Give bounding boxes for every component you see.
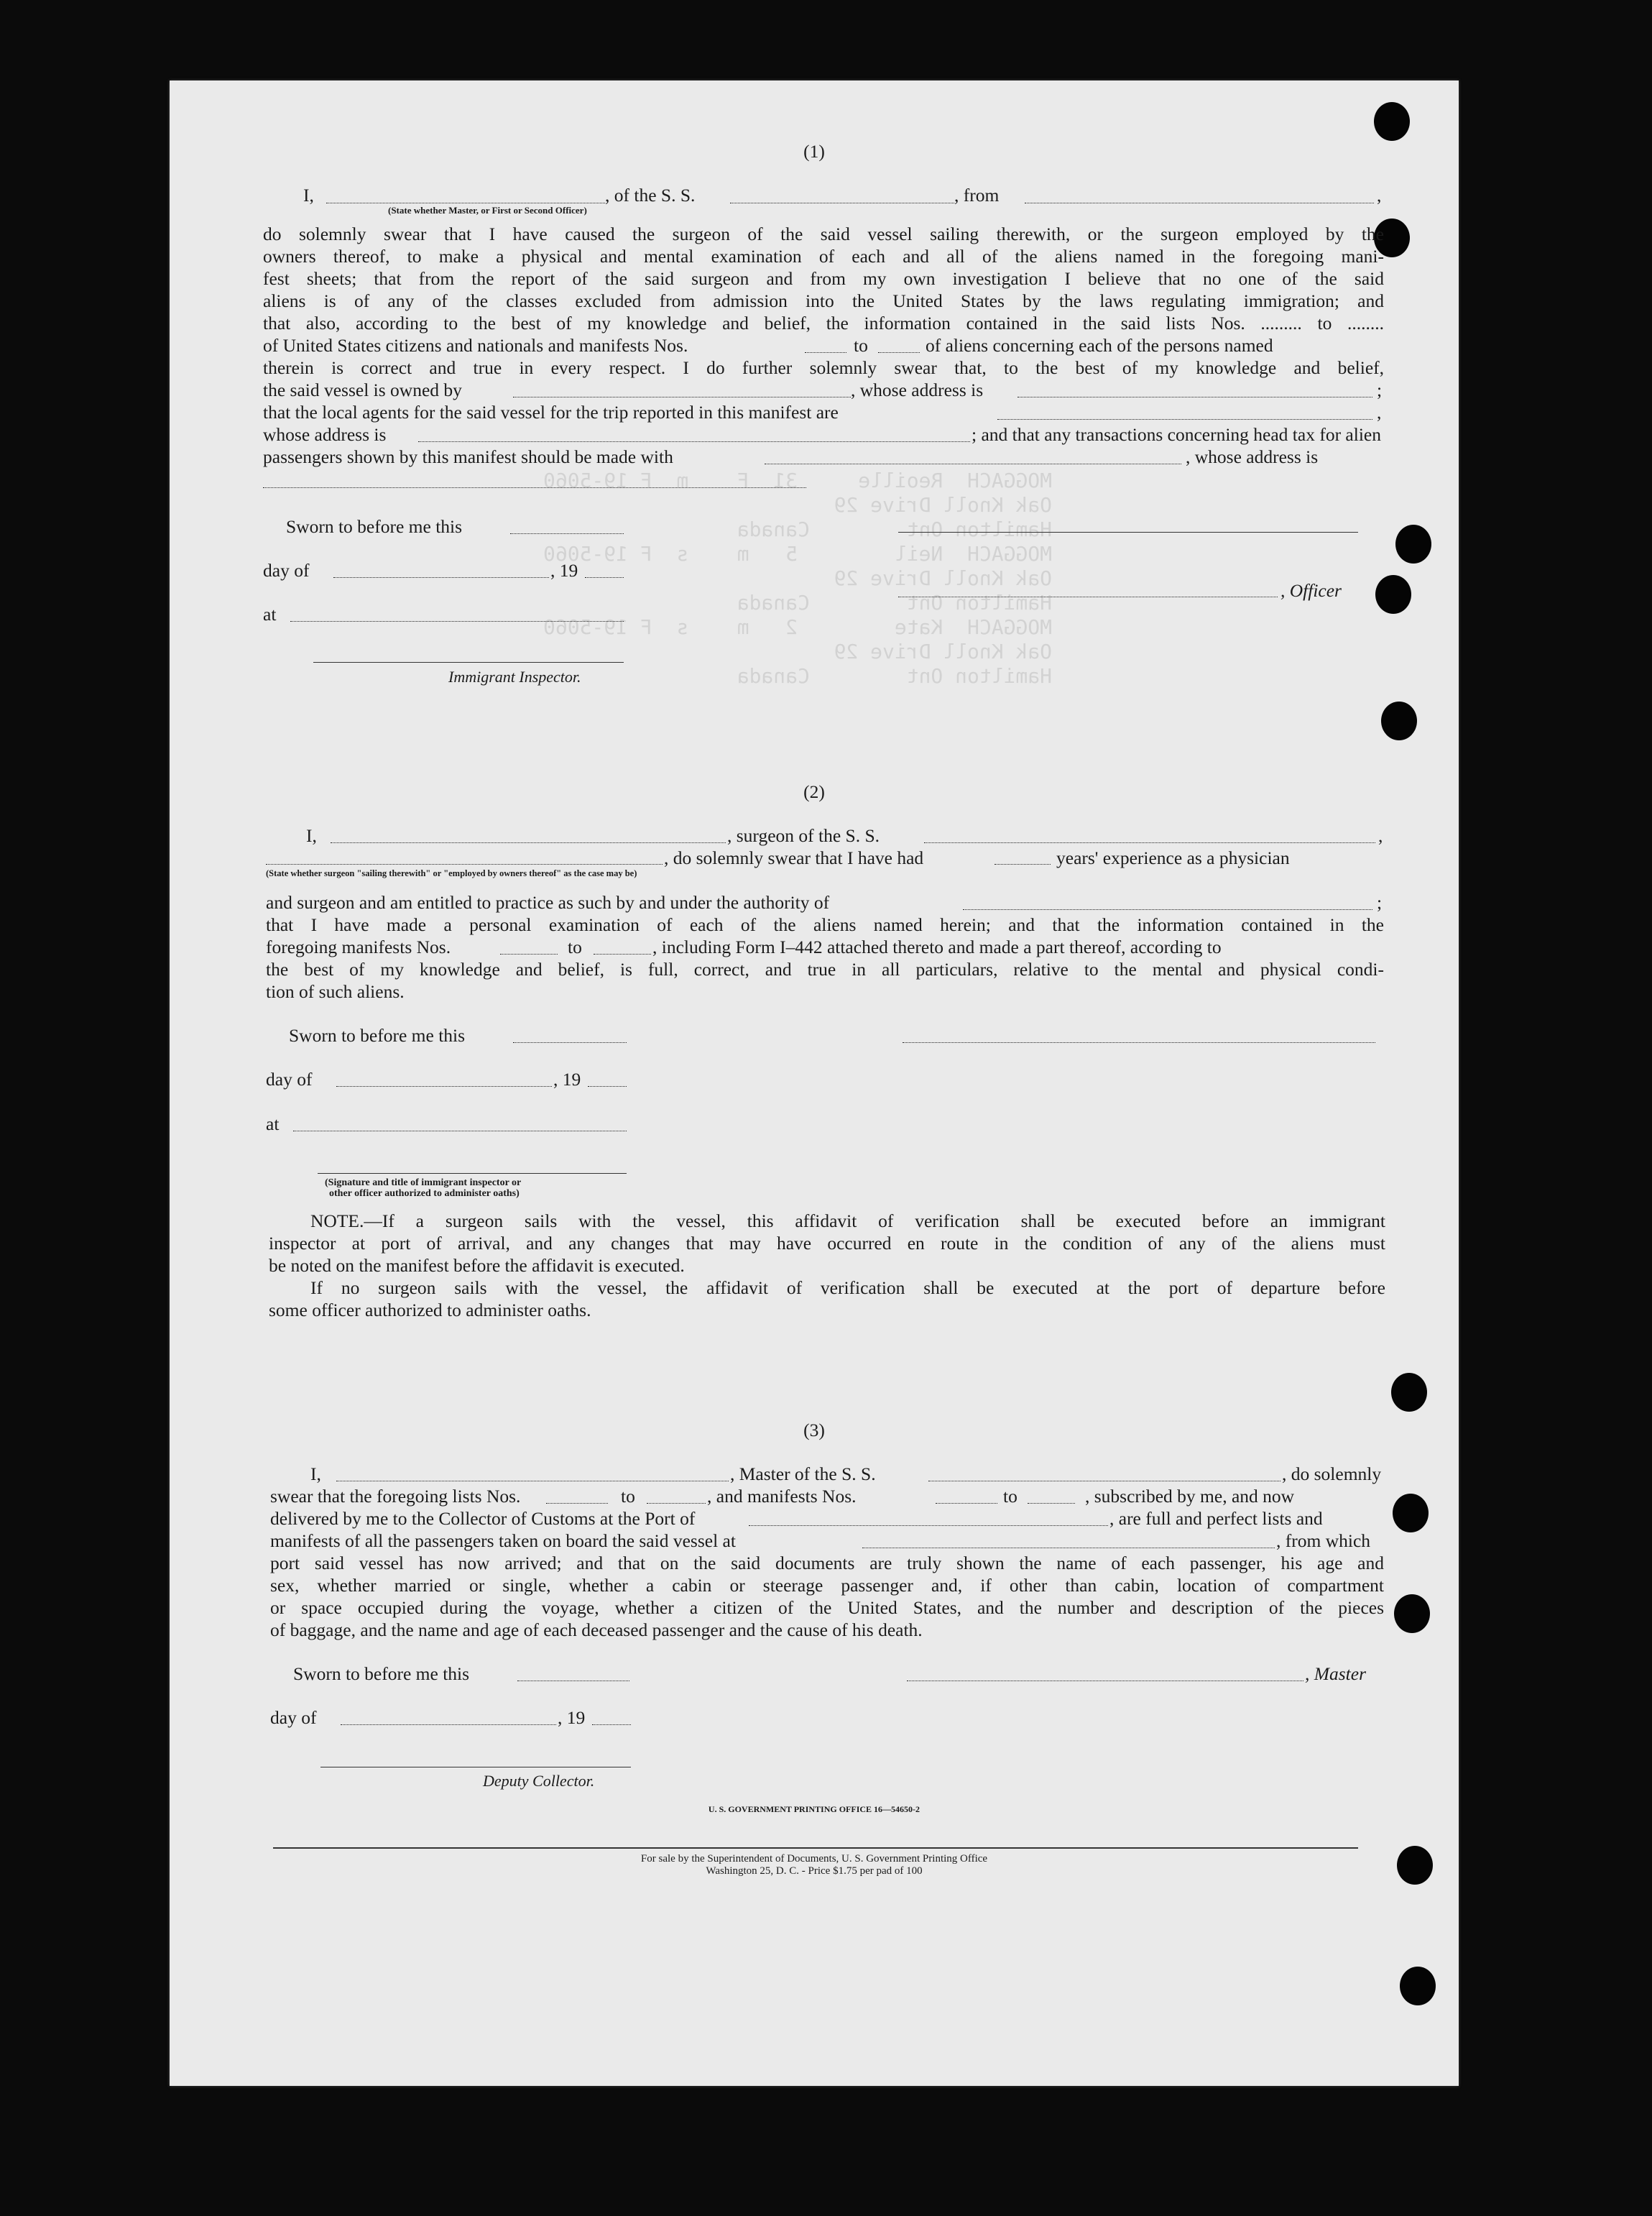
s1-inspector-label: Immigrant Inspector. (448, 668, 581, 686)
s2-line2-b: years' experience as a physician (1056, 847, 1290, 868)
s3-text-line: or space occupied during the voyage, whether a citizen of the United States, and the number and description of the pieces (270, 1597, 1384, 1618)
punch-hole (1375, 575, 1411, 614)
s2-note-line: If no surgeon sails with the vessel, the affidavit of verification shall be executed at the port of departure before (310, 1277, 1385, 1298)
s3-line2-to2: to (1003, 1486, 1017, 1507)
s2-blank-day (336, 1086, 552, 1087)
s3-text-line: port said vessel has now arrived; and that on the said documents are truly shown the name of each passenger, his age and (270, 1553, 1384, 1573)
s3-line4-a: manifests of all the passengers taken on board the said vessel at (270, 1530, 736, 1551)
s1-blank-sworn (510, 533, 624, 534)
s1-blank-day (333, 577, 549, 578)
footer-rule (273, 1847, 1358, 1849)
s2-line5-a: foregoing manifests Nos. (266, 937, 451, 957)
s1-line9-a: that the local agents for the said vessel for the trip reported in this manifest are (263, 402, 839, 423)
s1-text-line: that also, according to the best of my knowledge and belief, the information contained in the said lists Nos. ......... to ........ (263, 313, 1384, 334)
s2-sig-caption-1: (Signature and title of immigrant inspector or (325, 1177, 522, 1188)
s1-line1-i: I, (303, 185, 314, 206)
punch-hole (1395, 525, 1431, 564)
s2-text-line: that I have made a personal examination of each of the aliens named herein; and that the information contained in the (266, 914, 1384, 935)
s2-note-line: some officer authorized to administer oaths. (269, 1300, 591, 1320)
gpo-imprint: U. S. GOVERNMENT PRINTING OFFICE 16—54650-2 (708, 1804, 920, 1814)
s1-caption: (State whether Master, or First or Second Officer) (388, 205, 587, 216)
s3-blank-lists-to (647, 1503, 706, 1504)
s2-blank-man-from (500, 954, 558, 955)
s1-line1-from: , from (954, 185, 1000, 206)
s3-line2-e: , subscribed by me, and now (1085, 1486, 1295, 1507)
s3-line1-i: I, (310, 1463, 321, 1484)
s1-text-line: therein is correct and true in every respect. I do further solemnly swear that, to the best of my knowledge and belief, (263, 357, 1384, 378)
bleed-through-ghost: MOGGACH Reoille 31 F m F 19-5060 Oak Knoll Drive 29 Hamilton Ont Canada MOGGACH Neil 5 m s F 19-5060 Oak Knoll Drive 29 Hamilton Ont Canada MOGGACH Kate 2 m s F 19-5060 Oak Knoll Drive 29 Hamilton Ont Canada (543, 469, 1053, 688)
s2-sworn: Sworn to before me this (289, 1025, 466, 1046)
section-1-number: (1) (803, 141, 825, 162)
footer-line-2: Washington 25, D. C. - Price $1.75 per pad of 100 (706, 1865, 923, 1877)
s2-blank-name (331, 842, 726, 843)
s3-year: , 19 (558, 1707, 586, 1728)
s3-line3-b: , are full and perfect lists and (1109, 1508, 1323, 1529)
s3-line2-to: to (621, 1486, 635, 1507)
s3-master-label: , Master (1305, 1663, 1366, 1684)
s2-text-line: tion of such aliens. (266, 981, 405, 1002)
section-2-number: (2) (803, 781, 825, 802)
s3-blank-man-to (1028, 1503, 1075, 1504)
s2-line3-b: ; (1377, 892, 1383, 913)
s1-text-line: fest sheets; that from the report of the said surgeon and from my own investigation I believe that no one of the said (263, 268, 1384, 289)
s1-line6-a: of United States citizens and nationals and manifests Nos. (263, 335, 688, 356)
s1-text-line: owners thereof, to make a physical and mental examination of each and all of the aliens named in the foregoing mani- (263, 246, 1384, 267)
s3-dayof: day of (270, 1707, 317, 1728)
s3-blank-year (592, 1724, 631, 1725)
s3-blank-port (749, 1525, 1108, 1526)
s2-blank-ship (924, 842, 1375, 843)
s1-line1-comma: , (1377, 185, 1382, 206)
s1-blank-at (290, 621, 624, 622)
s1-inspector-signature-line (313, 662, 624, 663)
s1-blank-agent-address (418, 441, 970, 442)
s3-line2-a: swear that the foregoing lists Nos. (270, 1486, 521, 1507)
s1-line8-b: , whose address is (851, 380, 984, 400)
s2-blank-status (266, 864, 663, 865)
s3-sworn: Sworn to before me this (293, 1663, 470, 1684)
s2-line5-to: to (568, 937, 582, 957)
s2-caption: (State whether surgeon "sailing therewith" or "employed by owners thereof" as the case may be) (266, 868, 637, 878)
s1-line6-c: of aliens concerning each of the persons named (926, 335, 1273, 356)
s3-line1-b: , Master of the S. S. (730, 1463, 876, 1484)
s1-line10-a: whose address is (263, 424, 387, 445)
s2-line1-i: I, (306, 825, 317, 846)
s2-blank-years (995, 864, 1051, 865)
s2-line1-comma: , (1378, 825, 1383, 846)
s1-line6-to: to (854, 335, 868, 356)
s2-note-line: inspector at port of arrival, and any changes that may have occurred en route in the condition of any of the aliens must (269, 1233, 1385, 1254)
s3-text-line: of baggage, and the name and age of each deceased passenger and the cause of his death. (270, 1619, 923, 1640)
s2-text-line: the best of my knowledge and belief, is full, correct, and true in all particulars, relative to the mental and physical condi- (266, 959, 1384, 980)
s1-line10-b: ; and that any transactions concerning head tax for alien (972, 424, 1381, 445)
s3-blank-day (341, 1724, 556, 1725)
s1-dayof: day of (263, 560, 310, 581)
s1-blank-agents (997, 419, 1372, 420)
s2-line5-c: , including Form I–442 attached thereto and made a part thereof, according to (652, 937, 1222, 957)
s1-line11-b: , whose address is (1186, 446, 1319, 467)
s2-inspector-signature-line (318, 1173, 627, 1174)
s1-year: , 19 (550, 560, 578, 581)
s3-deputy-label: Deputy Collector. (483, 1772, 595, 1790)
s2-blank-authority (963, 909, 1372, 910)
s2-dayof: day of (266, 1069, 313, 1090)
s1-blank (878, 352, 920, 353)
s2-blank-man-to (594, 954, 651, 955)
punch-hole (1394, 1594, 1430, 1633)
punch-hole (1400, 1967, 1436, 2005)
s3-line4-b: , from which (1276, 1530, 1371, 1551)
s1-line8-c: ; (1377, 380, 1383, 400)
s1-blank (805, 352, 846, 353)
punch-hole (1391, 1373, 1427, 1412)
s1-officer-signature-line (898, 532, 1358, 533)
s3-line1-c: , do solemnly (1282, 1463, 1382, 1484)
s1-text-line: aliens is of any of the classes excluded from admission into the United States by the laws regulating immigration; and (263, 290, 1384, 311)
s2-note-line: NOTE.—If a surgeon sails with the vessel, this affidavit of verification shall be executed before an immigrant (310, 1210, 1385, 1231)
s1-officer-label: , Officer (1280, 580, 1342, 601)
s2-note-line: be noted on the manifest before the affidavit is executed. (269, 1255, 685, 1276)
s2-line1-b: , surgeon of the S. S. (727, 825, 880, 846)
s1-blank-headtax-address (263, 487, 806, 488)
punch-hole (1381, 702, 1417, 740)
s3-line3-a: delivered by me to the Collector of Customs at the Port of (270, 1508, 696, 1529)
s1-line1-ofss: , of the S. S. (605, 185, 696, 206)
s3-blank-man-from (936, 1503, 997, 1504)
s1-at: at (263, 604, 277, 625)
footer-line-1: For sale by the Superintendent of Documents, U. S. Government Printing Office (640, 1853, 988, 1865)
s2-line2-a: , do solemnly swear that I have had (664, 847, 924, 868)
s3-line2-c: , and manifests Nos. (707, 1486, 857, 1507)
s2-blank-sworn (513, 1042, 627, 1043)
s1-line8-a: the said vessel is owned by (263, 380, 462, 400)
s1-text-line: do solemnly swear that I have caused the surgeon of the said vessel sailing therewith, or the surgeon employed by the (263, 224, 1384, 244)
punch-hole (1374, 102, 1410, 141)
s1-line9-b: , (1377, 402, 1382, 423)
s3-blank-lists-from (546, 1503, 608, 1504)
s3-text-line: sex, whether married or single, whether a cabin or steerage passenger and, if other than cabin, location of compartment (270, 1575, 1384, 1596)
s2-line3-a: and surgeon and am entitled to practice as such by and under the authority of (266, 892, 830, 913)
s2-blank-year (588, 1086, 627, 1087)
section-3-number: (3) (803, 1420, 825, 1440)
s2-sig-caption-2: other officer authorized to administer oaths) (329, 1188, 520, 1199)
s2-year: , 19 (553, 1069, 581, 1090)
s1-blank-year (585, 577, 624, 578)
s1-line11-a: passengers shown by this manifest should be made with (263, 446, 673, 467)
s1-sworn: Sworn to before me this (286, 516, 463, 537)
s2-surgeon-signature-line (903, 1042, 1375, 1043)
punch-hole (1393, 1494, 1429, 1532)
s2-at: at (266, 1113, 280, 1134)
form-page (170, 81, 1459, 2086)
